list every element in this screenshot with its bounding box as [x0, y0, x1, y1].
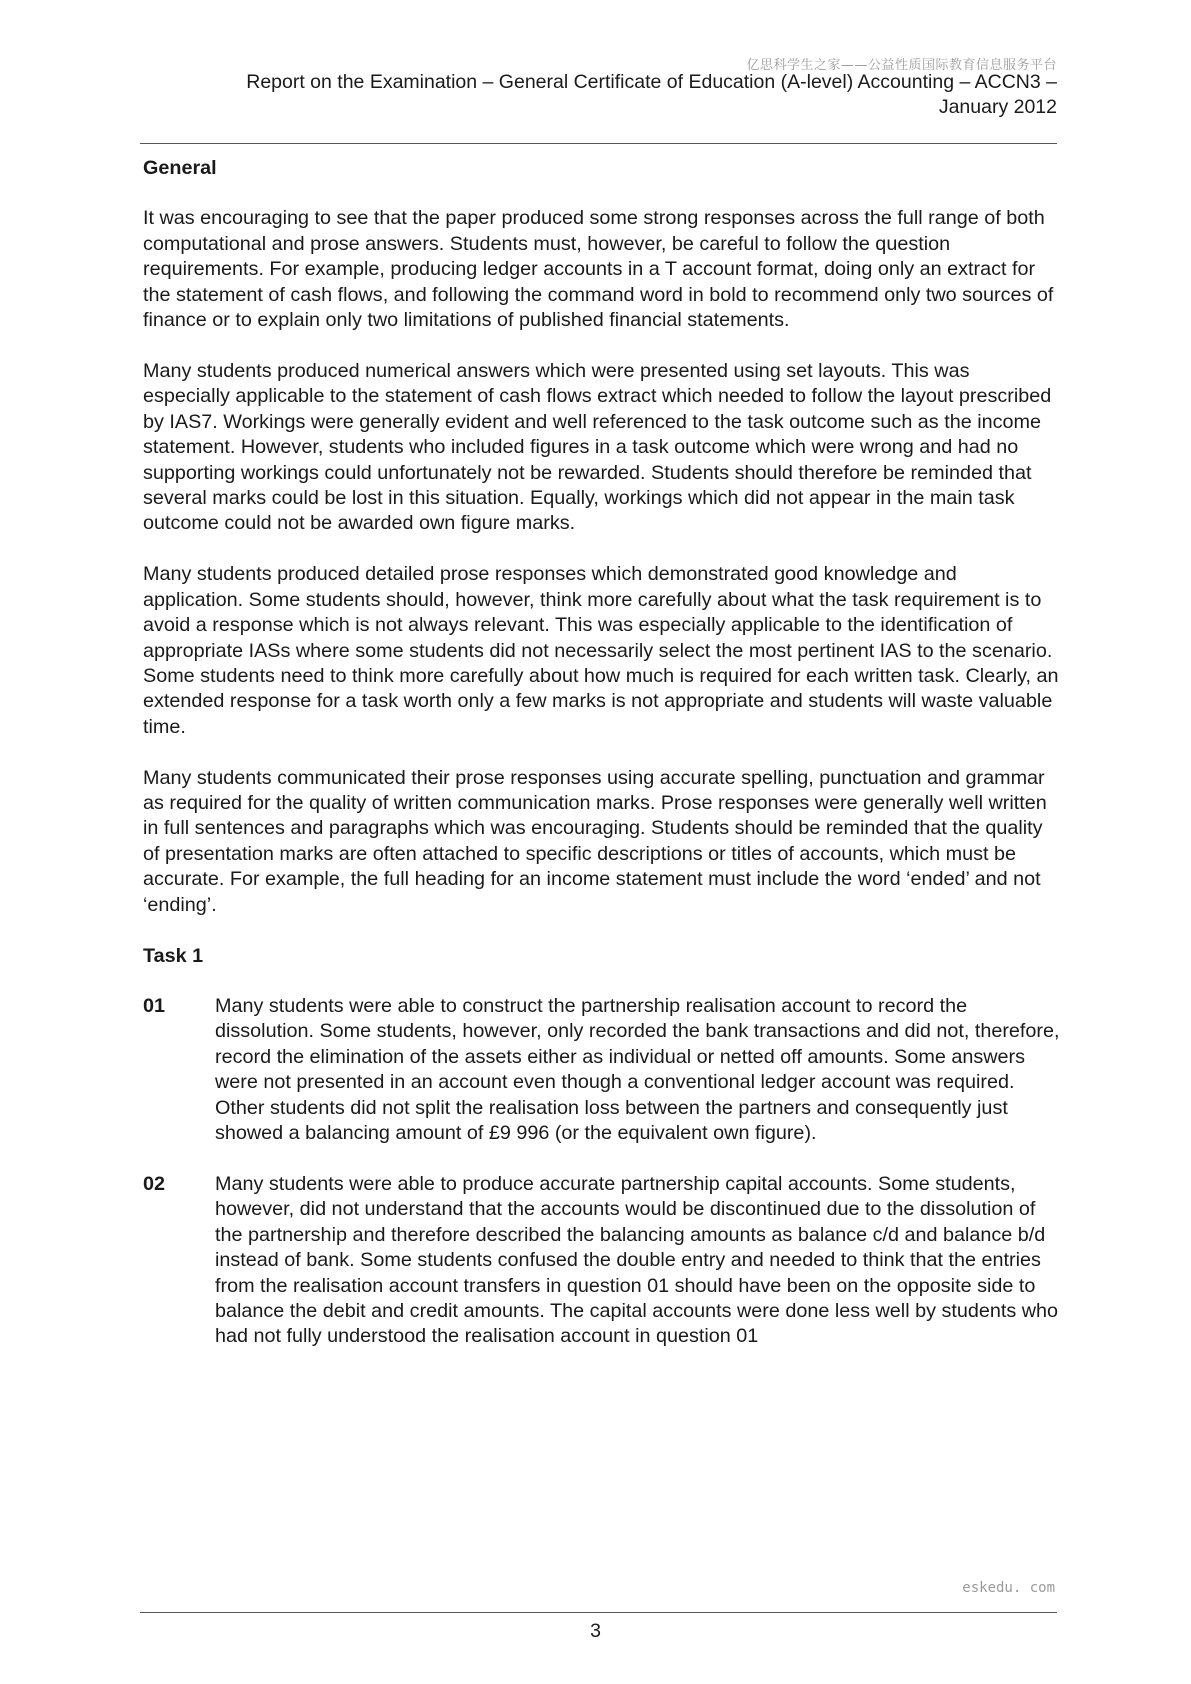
watermark-top: 亿思科学生之家——公益性质国际教育信息服务平台 — [746, 58, 1057, 73]
question-item — [143, 1172, 1061, 1350]
watermark-bottom: eskedu. com — [962, 1580, 1055, 1596]
header-title-line: Report on the Examination – General Certificate of Education (A-level) Accounting – ACCN3 – — [246, 71, 1057, 93]
question-number: 01 — [143, 994, 166, 1017]
general-paragraph: Many students produced numerical answers which were presented using set layouts. This was especially applicable to the statement of cash flows extract which needed to follow the layout prescribed by IAS7. Workings were generally evident and well referenced to the task outcome such as the income statement. However, students who included figures in a task outcome which were wrong and had no supporting workings could unfortunately not be rewarded. Students should therefore be reminded that several marks could be lost in this situation. Equally, workings which did not appear in the main task outcome could not be awarded own figure marks. — [143, 359, 1052, 535]
header-divider — [140, 143, 1057, 144]
header-date-line: January 2012 — [938, 96, 1057, 118]
general-paragraph: It was encouraging to see that the paper produced some strong responses across the full range of both computational and prose answers. Students must, however, be careful to follow the question requirements. For example, producing ledger accounts in a T account format, doing only an extract for the statement of cash flows, and following the command word in bold to recommend only two sources of finance or to explain only two limitations of published financial statements. — [143, 207, 1054, 332]
general-paragraph: Many students produced detailed prose responses which demonstrated good knowledge and application. Some students should, however, think more carefully about what the task requirement is to avoid a response which is not always relevant. This was especially applicable to the identification of appropriate IASs where some students did not necessarily select the most pertinent IAS to the scenario. Some students need to think more carefully about how much is required for each written task. Clearly, an extended response for a task worth only a few marks is not appropriate and students will waste valuable time. — [143, 563, 1059, 738]
question-number: 02 — [143, 1172, 166, 1195]
page-number: 3 — [590, 1620, 601, 1642]
general-heading: General — [143, 157, 217, 179]
question-commentary: Many students were able to construct the partnership realisation account to record the dissolution. Some students, however, only recorded the bank transactions and did not, therefore, record the elimination of the assets either as individual or netted off amounts. Some answers were not presented in an account even though a conventional ledger account was required. Other students did not split the realisation loss between the partners and consequently just showed a balancing amount of £9 996 (or the equivalent own figure). — [215, 994, 1060, 1144]
task1-heading: Task 1 — [143, 944, 204, 967]
page-header — [140, 70, 1057, 120]
question-commentary: Many students were able to produce accurate partnership capital accounts. Some students, however, did not understand that the accounts would be discontinued due to the dissolution of the partnership and therefore described the balancing amounts as balance c/d and balance b/d instead of bank. Some students confused the double entry and needed to think that the entries from the realisation account transfers in question 01 should have been on the opposite side to balance the debit and credit amounts. The capital accounts were done less well by students who had not fully understood the realisation account in question 01 — [215, 1172, 1059, 1348]
footer-divider — [140, 1612, 1057, 1613]
report-body — [143, 156, 1061, 1375]
question-item — [143, 994, 1061, 1146]
general-paragraph: Many students communicated their prose responses using accurate spelling, punctuation and grammar as required for the quality of written communication marks. Prose responses were generally well written in full sentences and paragraphs which was encouraging. Students should be reminded that the quality of presentation marks are often attached to specific descriptions or titles of accounts, which must be accurate. For example, the full heading for an income statement must include the word ‘ended’ and not ‘ending’. — [143, 766, 1047, 916]
